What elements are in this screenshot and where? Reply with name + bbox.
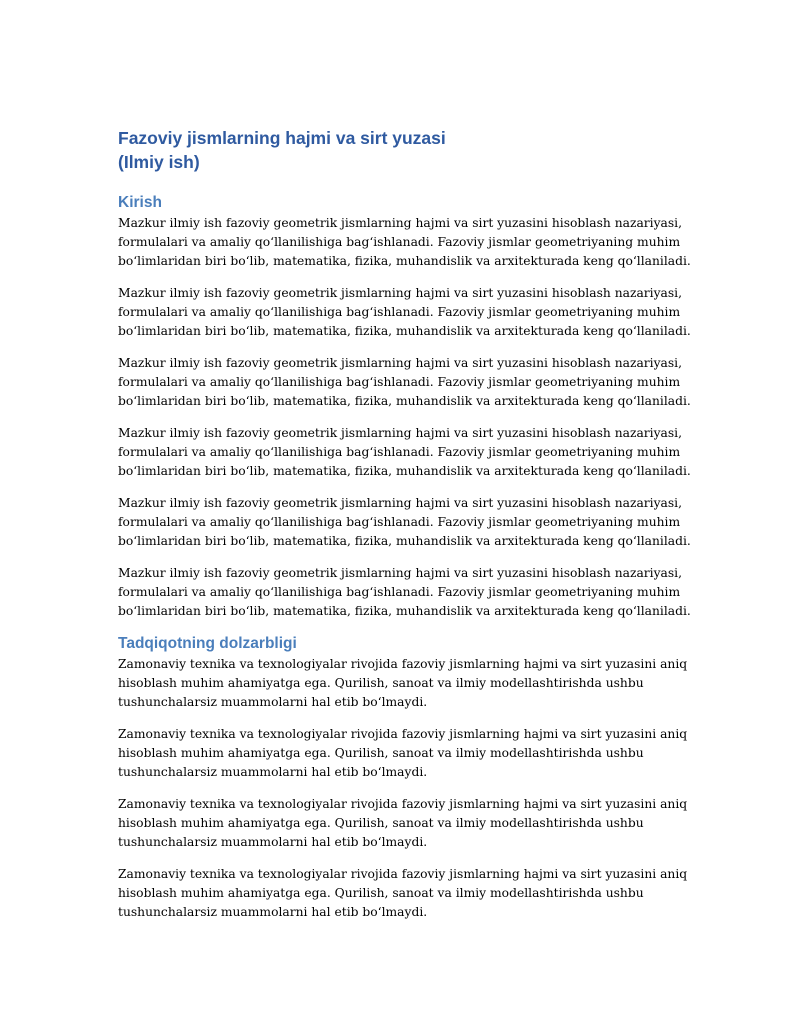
paragraph-line: formulalari va amaliy qo‘llanilishiga bag‘ishlanadi. Fazoviy jismlar geometriyaning muhim — [118, 305, 681, 320]
paragraph — [118, 795, 688, 853]
paragraph-line: bo‘limlaridan biri bo‘lib, matematika, fizika, muhandislik va arxitekturada keng qo‘llaniladi. — [118, 394, 691, 409]
paragraph — [118, 564, 691, 622]
paragraph-line: Zamonaviy texnika va texnologiyalar rivojida fazoviy jismlarning hajmi va sirt yuzasini aniq — [118, 797, 688, 811]
paragraph — [118, 284, 691, 342]
paragraph-line: bo‘limlaridan biri bo‘lib, matematika, fizika, muhandislik va arxitekturada keng qo‘llaniladi. — [118, 324, 691, 339]
paragraph — [118, 725, 688, 783]
paragraph-line: bo‘limlaridan biri bo‘lib, matematika, fizika, muhandislik va arxitekturada keng qo‘llaniladi. — [118, 534, 691, 549]
paragraph-line: Mazkur ilmiy ish fazoviy geometrik jismlarning hajmi va sirt yuzasini hisoblash nazariyasi, — [118, 216, 683, 230]
paragraph-line: hisoblash muhim ahamiyatga ega. Qurilish, sanoat va ilmiy modellashtirishda ushbu — [118, 676, 644, 691]
paragraph-line: bo‘limlaridan biri bo‘lib, matematika, fizika, muhandislik va arxitekturada keng qo‘llaniladi. — [118, 464, 691, 479]
paragraph-line: tushunchalarsiz muammolarni hal etib bo‘lmaydi. — [118, 695, 428, 710]
section-heading: Tadqiqotning dolzarbligi — [118, 635, 297, 652]
paragraph-line: formulalari va amaliy qo‘llanilishiga bag‘ishlanadi. Fazoviy jismlar geometriyaning muhim — [118, 585, 681, 600]
paragraph-line: tushunchalarsiz muammolarni hal etib bo‘lmaydi. — [118, 905, 428, 920]
paragraph-line: hisoblash muhim ahamiyatga ega. Qurilish, sanoat va ilmiy modellashtirishda ushbu — [118, 746, 644, 761]
section-dolzarblik — [118, 634, 688, 923]
document-page — [118, 126, 691, 935]
document-title — [118, 126, 678, 174]
paragraph-line: Mazkur ilmiy ish fazoviy geometrik jismlarning hajmi va sirt yuzasini hisoblash nazariyasi, — [118, 356, 683, 370]
section-heading: Kirish — [118, 194, 162, 211]
paragraph-line: formulalari va amaliy qo‘llanilishiga bag‘ishlanadi. Fazoviy jismlar geometriyaning muhim — [118, 515, 681, 530]
paragraph-line: bo‘limlaridan biri bo‘lib, matematika, fizika, muhandislik va arxitekturada keng qo‘llaniladi. — [118, 254, 691, 269]
paragraph-line: Zamonaviy texnika va texnologiyalar rivojida fazoviy jismlarning hajmi va sirt yuzasini aniq — [118, 727, 688, 741]
paragraph-line: formulalari va amaliy qo‘llanilishiga bag‘ishlanadi. Fazoviy jismlar geometriyaning muhim — [118, 375, 681, 390]
paragraph-line: Zamonaviy texnika va texnologiyalar rivojida fazoviy jismlarning hajmi va sirt yuzasini aniq — [118, 657, 688, 671]
paragraph-line: formulalari va amaliy qo‘llanilishiga bag‘ishlanadi. Fazoviy jismlar geometriyaning muhim — [118, 445, 681, 460]
paragraph — [118, 865, 688, 923]
title-subtitle-line: (Ilmiy ish) — [118, 152, 200, 172]
paragraph-line: tushunchalarsiz muammolarni hal etib bo‘lmaydi. — [118, 835, 428, 850]
paragraph-line: bo‘limlaridan biri bo‘lib, matematika, fizika, muhandislik va arxitekturada keng qo‘llaniladi. — [118, 604, 691, 619]
paragraph-line: hisoblash muhim ahamiyatga ega. Qurilish, sanoat va ilmiy modellashtirishda ushbu — [118, 886, 644, 901]
paragraph-line: Mazkur ilmiy ish fazoviy geometrik jismlarning hajmi va sirt yuzasini hisoblash nazariyasi, — [118, 566, 683, 580]
paragraph-line: tushunchalarsiz muammolarni hal etib bo‘lmaydi. — [118, 765, 428, 780]
paragraph-line: Mazkur ilmiy ish fazoviy geometrik jismlarning hajmi va sirt yuzasini hisoblash nazariyasi, — [118, 496, 683, 510]
paragraph — [118, 424, 691, 482]
paragraph-line: Mazkur ilmiy ish fazoviy geometrik jismlarning hajmi va sirt yuzasini hisoblash nazariyasi, — [118, 426, 683, 440]
paragraph-line: Mazkur ilmiy ish fazoviy geometrik jismlarning hajmi va sirt yuzasini hisoblash nazariyasi, — [118, 286, 683, 300]
paragraph — [118, 494, 691, 552]
paragraph — [118, 214, 691, 272]
paragraph-line: hisoblash muhim ahamiyatga ega. Qurilish, sanoat va ilmiy modellashtirishda ushbu — [118, 816, 644, 831]
paragraph — [118, 655, 688, 713]
paragraph-line: formulalari va amaliy qo‘llanilishiga bag‘ishlanadi. Fazoviy jismlar geometriyaning muhim — [118, 235, 681, 250]
title-line: Fazoviy jismlarning hajmi va sirt yuzasi — [118, 128, 446, 148]
paragraph — [118, 354, 691, 412]
paragraph-line: Zamonaviy texnika va texnologiyalar rivojida fazoviy jismlarning hajmi va sirt yuzasini aniq — [118, 867, 688, 881]
section-kirish — [118, 193, 691, 622]
